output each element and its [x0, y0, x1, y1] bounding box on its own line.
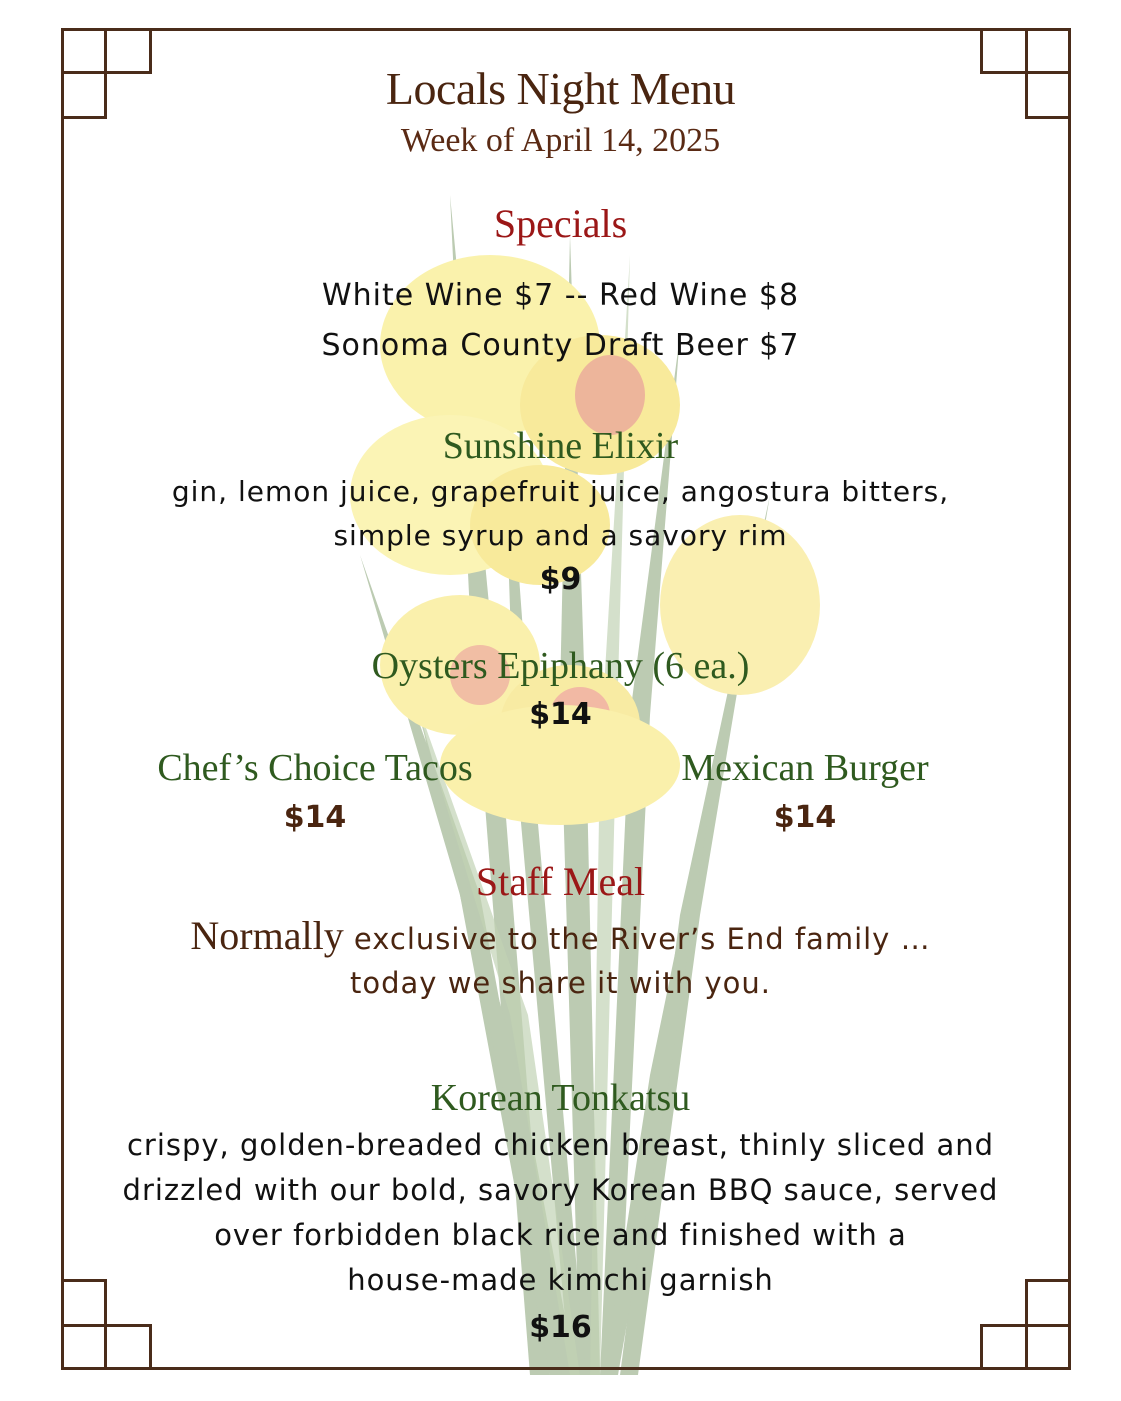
oysters-price: $14 [529, 697, 592, 732]
cocktail-name: Sunshine Elixir [442, 425, 679, 467]
menu-date: Week of April 14, 2025 [400, 122, 721, 159]
tonkatsu-description-line-3: over forbidden black rice and finished with a [214, 1218, 907, 1252]
burger-name: Mexican Burger [681, 747, 929, 789]
menu-border-lower [61, 1037, 1071, 1040]
specials-wine-line: White Wine $7 -- Red Wine $8 [321, 278, 800, 313]
staff-meal-intro [0, 912, 1121, 959]
staff-meal-share-line: today we share it with you. [350, 966, 771, 1000]
tonkatsu-price: $16 [529, 1310, 592, 1345]
staff-meal-heading: Staff Meal [475, 859, 646, 904]
staff-meal-intro-rest: exclusive to the River’s End family … [343, 922, 931, 956]
oysters-name: Oysters Epiphany (6 ea.) [371, 645, 750, 687]
cocktail-description-line-1: gin, lemon juice, grapefruit juice, angostura bitters, [171, 475, 950, 508]
tacos-name: Chef’s Choice Tacos [157, 747, 473, 789]
tonkatsu-description-line-4: house-made kimchi garnish [347, 1263, 774, 1297]
tonkatsu-description-line-2: drizzled with our bold, savory Korean BBQ sauce, served [122, 1173, 999, 1207]
cocktail-description-line-2: simple syrup and a savory rim [333, 519, 788, 552]
specials-beer-line: Sonoma County Draft Beer $7 [321, 328, 800, 363]
cocktail-price: $9 [539, 562, 582, 597]
tacos-price: $14 [283, 800, 347, 835]
specials-heading: Specials [493, 201, 628, 246]
tonkatsu-description-line-1: crispy, golden-breaded chicken breast, thinly sliced and [126, 1128, 995, 1162]
burger-price: $14 [773, 800, 837, 835]
menu-title: Locals Night Menu [385, 63, 736, 114]
staff-meal-intro-word: Normally [190, 913, 344, 958]
tonkatsu-name: Korean Tonkatsu [430, 1077, 691, 1119]
